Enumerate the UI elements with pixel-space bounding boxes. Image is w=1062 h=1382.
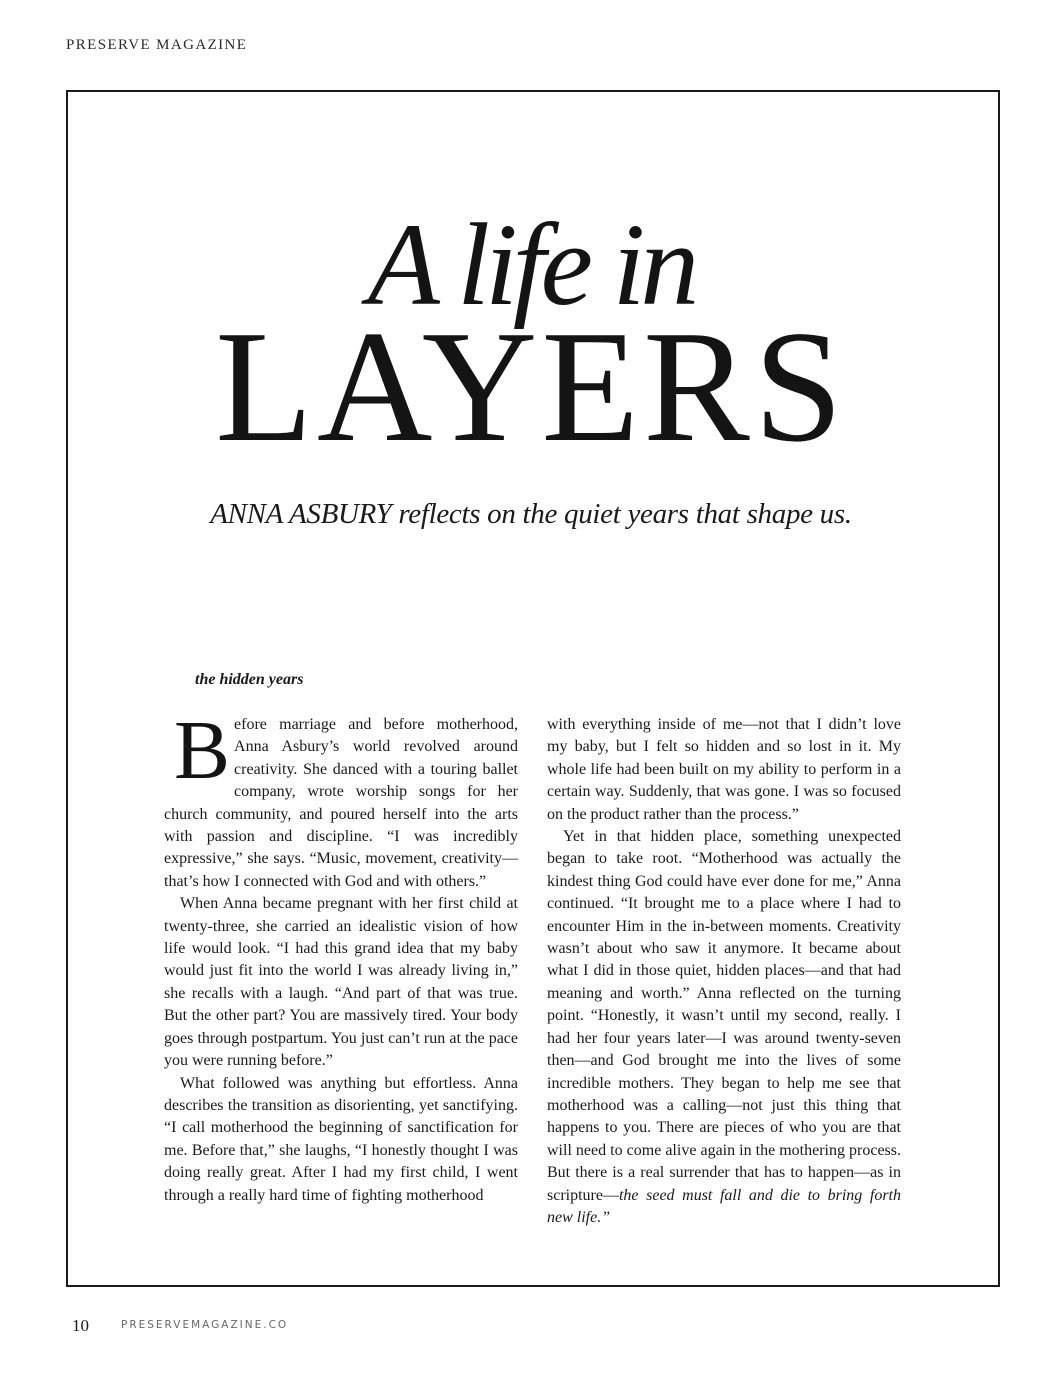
paragraph	[164, 704, 518, 893]
title-script: A life in	[367, 199, 695, 330]
subtitle: ANNA ASBURY reflects on the quiet years that shape us.	[210, 498, 852, 530]
title-caps: LAYERS	[215, 297, 847, 475]
drop-cap: B	[174, 704, 231, 797]
paragraph-text: efore marriage and before motherhood, Anna Asbury’s world revolved around creativity. She danced with a touring ballet company, wrote worship songs for her church community, and poured herself into the arts with passion and discipline. “I was incredibly expressive,” she says. “Music, movement, creativity—that’s how I connected with God and with others.”	[164, 716, 518, 890]
italic-quote: the seed must fall and die to bring forth new life.”	[547, 1186, 901, 1226]
masthead: PRESERVE MAGAZINE	[66, 37, 248, 53]
paragraph-text: Yet in that hidden place, something unexpected began to take root. “Motherhood was actually the kindest thing God could have ever done for me,” Anna continued. “It brought me to a place where I had to encounter Him in the in-between moments. Creativity wasn’t about who saw it anymore. It became about what I did in those quiet, hidden places—and that had meaning and worth.” Anna reflected on the turning point. “Honestly, it wasn’t until my second, really. I had her four years later—I was around twenty-seven then—and God brought me into the lives of some incredible mothers. They began to help me see that motherhood was a calling—not just this thing that happens to you. There are pieces of who you are that will need to come alive again in the mothering process. But there is a real surrender that has to happen—as in scripture—	[547, 828, 901, 1204]
paragraph: What followed was anything but effortless. Anna describes the transition as disorienting, yet sanctifying. “I call motherhood the beginning of sanctification for me. Before that,” she laughs, “I honestly thought I was doing really great. After I had my first child, I went through a really hard time of fighting motherhood	[164, 1074, 518, 1204]
article-column-right	[547, 714, 901, 1229]
paragraph: with everything inside of me—not that I didn’t love my baby, but I felt so hidden and so lost in it. My whole life had been built on my ability to perform in a certain way. Suddenly, that was gone. I was so focused on the product rather than the process.”	[547, 716, 901, 823]
page-number: 10	[72, 1316, 89, 1335]
paragraph: When Anna became pregnant with her first child at twenty-three, she carried an idealistic vision of how life would look. “I had this grand idea that my baby would just fit into the world I was already living in,” she recalls with a laugh. “And part of that was true. But the other part? You are massively tired. Your body goes through postpartum. You just can’t run at the pace you were running before.”	[164, 895, 518, 1070]
article-column-left	[164, 704, 518, 1207]
paragraph	[547, 826, 901, 1229]
footer-url: PRESERVEMAGAZINE.CO	[121, 1319, 289, 1331]
section-heading: the hidden years	[195, 671, 304, 688]
